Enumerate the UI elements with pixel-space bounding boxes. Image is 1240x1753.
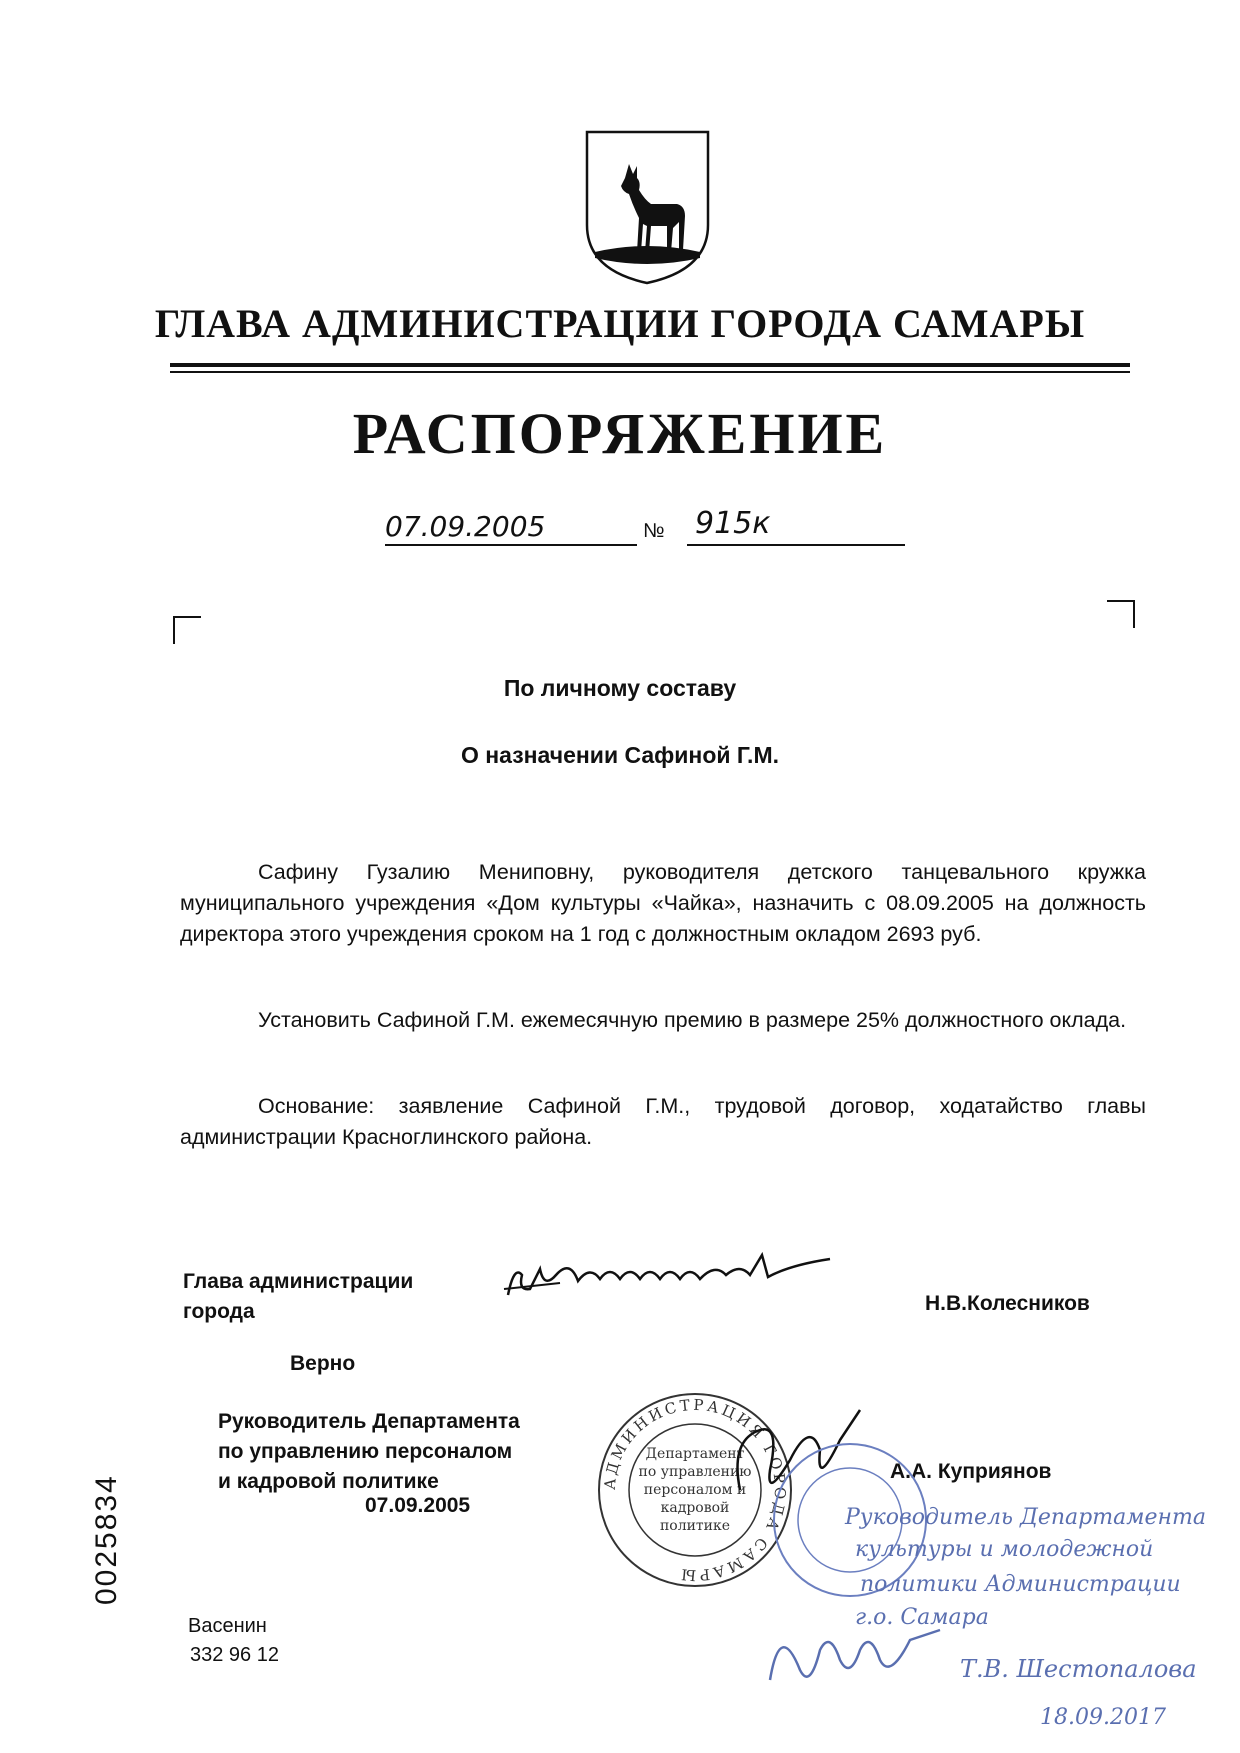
stamp-ring-text: АДМИНИСТРАЦИЯ ГОРОДА САМАРЫ: [600, 1395, 790, 1585]
cert-name: А.А. Куприянов: [890, 1460, 1052, 1483]
annotation-line1: Руководитель Департамента: [845, 1505, 1206, 1530]
header-rule-thick: [170, 363, 1130, 367]
signer-position-line1: Глава администрации: [183, 1270, 414, 1293]
subject-category: По личному составу: [503, 675, 737, 701]
margin-corner-right: [1107, 600, 1135, 628]
signer-name: Н.В.Колесников: [925, 1292, 1090, 1315]
annotation-line3: политики Администрации: [860, 1572, 1181, 1597]
number-label: №: [643, 520, 665, 542]
date-number-line: [385, 506, 905, 550]
cert-position-line3: и кадровой политике: [218, 1470, 439, 1493]
stamp-center-line5: политике: [659, 1518, 731, 1534]
stamp-center-line1: Департамент: [645, 1446, 745, 1462]
stamp-center-line4: кадровой: [660, 1500, 730, 1516]
date-underline: [385, 544, 637, 546]
annotation-signer: Т.В. Шестопалова: [960, 1655, 1197, 1683]
verified-label: Верно: [290, 1352, 356, 1375]
stamp-center-line2: по управлению: [638, 1464, 752, 1480]
annotation-signature: [760, 1610, 960, 1700]
body-paragraph-2: Установить Сафиной Г.М. ежемесячную премию в размере 25% должностного оклада.: [258, 1008, 1127, 1032]
stamp-center-line3: персоналом и: [643, 1482, 747, 1498]
city-emblem-icon: [585, 130, 710, 285]
body-paragraph-3: Основание: заявление Сафиной Г.М., трудовой договор, ходатайство главы администрации Красноглинского района.: [180, 1094, 1146, 1149]
document-number: 915к: [695, 506, 771, 541]
margin-corner-left: [173, 616, 201, 644]
handwritten-signature: [500, 1245, 860, 1315]
document-date: 07.09.2005: [385, 510, 546, 543]
subject-title: О назначении Сафиной Г.М.: [460, 742, 779, 768]
organization-title: ГЛАВА АДМИНИСТРАЦИИ ГОРОДА САМАРЫ: [154, 301, 1086, 346]
side-registration-number: 0025834: [90, 1474, 123, 1605]
cert-date: 07.09.2005: [365, 1494, 471, 1517]
header-rule-thin: [170, 371, 1130, 373]
executor-phone: 332 96 12: [190, 1644, 279, 1666]
annotation-line2: культуры и молодежной: [855, 1537, 1154, 1562]
annotation-date: 18.09.2017: [1040, 1705, 1166, 1730]
document-type-title: РАСПОРЯЖЕНИЕ: [352, 401, 888, 466]
executor-name: Васенин: [188, 1615, 267, 1637]
cert-position-line1: Руководитель Департамента: [218, 1410, 520, 1433]
body-paragraph-1: Сафину Гузалию Мениповну, руководителя детского танцевального кружка муниципального учреждения «Дом культуры «Чайка», назначить с 08.09.2005 на должность директора этого учреждения сроком на 1 год с должностным окладом 2693 руб.: [180, 860, 1146, 946]
cert-position-line2: по управлению персоналом: [218, 1440, 513, 1463]
number-underline: [687, 544, 905, 546]
annotation-line4: г.о. Самара: [855, 1605, 989, 1630]
signer-position-line2: города: [183, 1300, 255, 1323]
